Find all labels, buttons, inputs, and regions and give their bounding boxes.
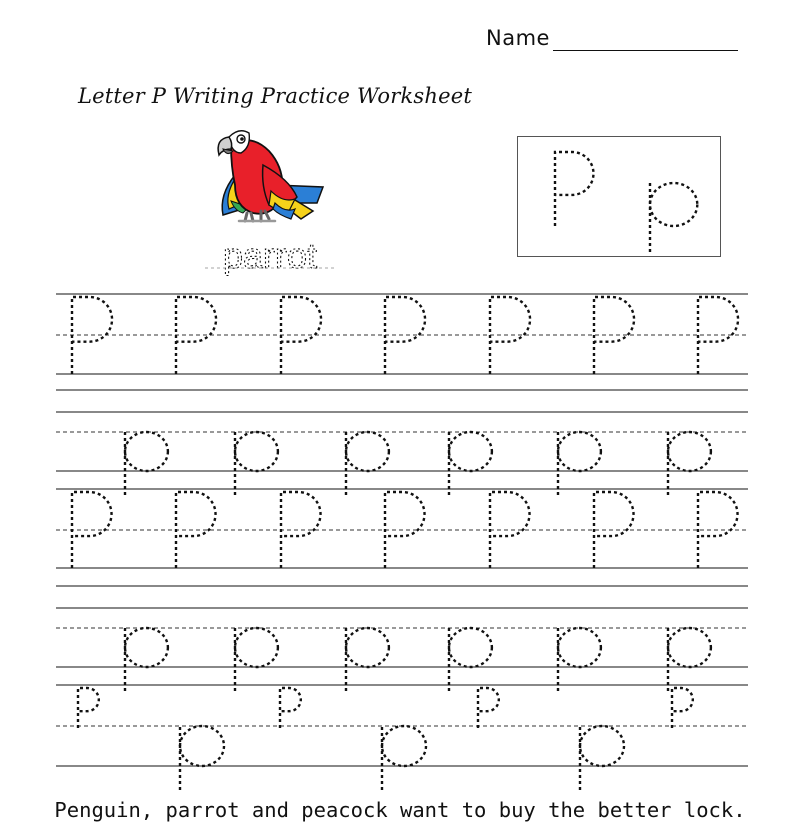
trace-letter-upper (490, 492, 530, 568)
trace-letter-upper (72, 297, 112, 374)
trace-letter-lower (668, 432, 711, 495)
picture-word: parrot (222, 235, 318, 276)
trace-letter-upper (672, 688, 693, 728)
trace-letter-lower (235, 432, 278, 495)
trace-letter-upper (281, 492, 321, 568)
trace-letter-lower (235, 628, 278, 691)
practice-row-1 (56, 294, 748, 390)
practice-row-4 (56, 608, 748, 691)
practice-row-2 (56, 412, 748, 495)
sample-letters (555, 152, 697, 252)
trace-letter-upper (385, 492, 425, 568)
trace-letter-upper (176, 492, 216, 568)
trace-letter-upper (698, 297, 738, 374)
trace-letter-lower (449, 628, 492, 691)
trace-letter-lower (125, 432, 168, 495)
trace-letter-upper (78, 688, 99, 728)
practice-sentence: Penguin, parrot and peacock want to buy the better lock. (54, 798, 746, 822)
trace-letter-upper (478, 688, 499, 728)
trace-letter-lower (449, 432, 492, 495)
trace-letter-lower (346, 628, 389, 691)
sample-letter-lower (650, 183, 697, 252)
trace-letter-lower (558, 432, 601, 495)
trace-letter-lower (558, 628, 601, 691)
trace-letter-lower (180, 726, 224, 790)
practice-row-5 (56, 685, 748, 790)
trace-letter-upper (176, 297, 216, 374)
sample-letter-upper (555, 152, 593, 226)
trace-letter-lower (668, 628, 711, 691)
trace-letter-lower (346, 432, 389, 495)
trace-letter-upper (280, 688, 301, 728)
trace-letter-upper (281, 297, 321, 374)
trace-letter-lower (125, 628, 168, 691)
trace-letter-upper (490, 297, 530, 374)
practice-row-3 (56, 489, 748, 586)
trace-letter-upper (594, 492, 634, 568)
trace-letter-lower (580, 726, 624, 790)
worksheet-title: Letter P Writing Practice Worksheet (78, 84, 473, 108)
trace-letter-upper (594, 297, 634, 374)
trace-letter-upper (385, 297, 425, 374)
trace-letter-lower (382, 726, 426, 790)
name-label: Name (486, 26, 550, 50)
